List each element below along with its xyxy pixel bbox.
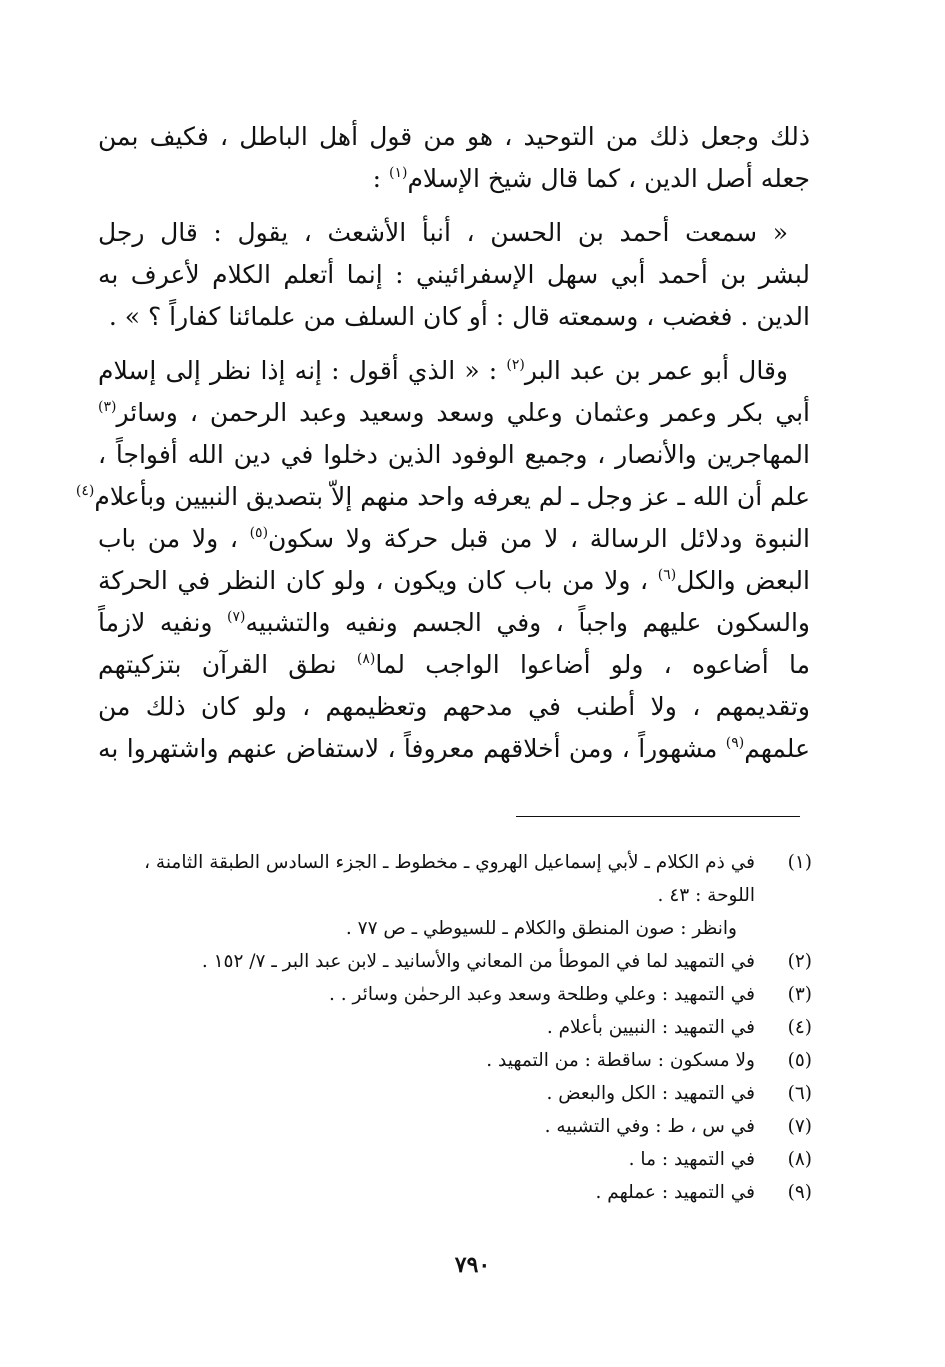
text-segment: علمهم [744, 734, 810, 763]
text-line: « سمعت أحمد بن الحسن ، أنبأ الأشعث ، يقول : قال رجل [98, 218, 788, 247]
main-text [75, 116, 810, 770]
text-segment: جعله أصل الدين ، كما قال شيخ الإسلام [407, 164, 810, 193]
text-segment: ، ولا من باب [98, 524, 250, 553]
text-segment: أبي بكر وعمر وعثمان وعلي وسعد وسعيد وعبد الرحمن ، وسائر [116, 398, 810, 427]
text-line [75, 476, 810, 518]
text-line: وتقديمهم ، ولا أطنب في مدحهم وتعظيمهم ، ولو كان ذلك من [98, 692, 810, 721]
footnote-item [100, 1044, 812, 1077]
text-segment: النبوة ودلائل الرسالة ، لا من قبل حركة ولا سكون [268, 524, 810, 553]
text-line [98, 560, 810, 602]
text-line: ذلك وجعل ذلك من التوحيد ، هو من قول أهل الباطل ، فكيف بمن [98, 122, 810, 151]
text-line [98, 158, 810, 200]
footnote-number: (٦) [787, 1083, 812, 1104]
paragraph-gap [98, 338, 810, 350]
footnote-ref: (١) [388, 165, 408, 181]
footnote-text: وانظر : صون المنطق والكلام ـ للسيوطي ـ ص ٧٧ . [345, 918, 737, 939]
footnote-ref: (٧) [227, 609, 246, 625]
footnote-item [100, 1176, 812, 1209]
footnote-text: في التمهيد : النبيين بأعلام . [546, 1017, 755, 1038]
footnote-text: في التمهيد : عملهم . [595, 1182, 755, 1203]
text-line [98, 392, 810, 434]
text-line: لبشر بن أحمد أبي سهل الإسفرائيني : إنما أتعلم الكلام لأعرف به [98, 260, 810, 289]
footnote-number: (١) [787, 852, 812, 873]
text-segment: مشهوراً ، ومن أخلاقهم معروفاً ، لاستفاض عنهم واشتهروا به [98, 734, 726, 763]
footnote-number: (٤) [787, 1017, 812, 1038]
footnote-text: في التمهيد : ما . [628, 1149, 755, 1170]
text-line: المهاجرين والأنصار ، وجميع الوفود الذين دخلوا في دين الله أفواجاً ، [98, 440, 810, 469]
text-segment: : « الذي أقول : إنه إذا نظر إلى إسلام [98, 356, 507, 385]
footnote-ref: (٨) [356, 651, 376, 667]
text-line [98, 518, 810, 560]
text-segment: البعض والكل [676, 566, 810, 595]
footnote-ref: (٥) [249, 525, 269, 541]
text-segment: ما أضاعوه ، ولو أضاعوا الواجب لما [375, 650, 810, 679]
footnote-item [100, 945, 812, 978]
footnote-number: (٢) [787, 951, 812, 972]
text-segment: ونفيه لازماً [98, 608, 228, 637]
footnote-ref: (٩) [725, 735, 745, 751]
text-segment: وقال أبو عمر بن عبد البر [524, 356, 788, 385]
footnote-number: (٧) [787, 1116, 812, 1137]
footnote-text: في التمهيد لما في الموطأ من المعاني والأسانيد ـ لابن عبد البر ـ ٧/ ١٥٢ . [201, 951, 755, 972]
footnote-separator [516, 816, 800, 817]
footnote-item [100, 978, 812, 1011]
footnote-item [100, 1110, 812, 1143]
footnote-ref: (٣) [98, 399, 117, 415]
text-segment: والسكون عليهم واجباً ، وفي الجسم ونفيه والتشبيه [245, 608, 810, 637]
footnote-number: (٩) [787, 1182, 812, 1203]
text-segment: علم أن الله ـ عز وجل ـ لم يعرفه واحد منهم إلاّ بتصديق النبيين وبأعلام [94, 482, 810, 511]
footnote-ref: (٢) [506, 357, 525, 373]
paragraph-gap [98, 200, 810, 212]
footnote-number: (٣) [787, 984, 812, 1005]
text-segment: : [372, 164, 389, 193]
footnote-item [100, 879, 812, 912]
footnote-text: في التمهيد : الكل والبعض . [546, 1083, 755, 1104]
footnote-number: (٨) [787, 1149, 812, 1170]
page-number: ٧٩٠ [454, 1252, 491, 1278]
text-line [98, 602, 810, 644]
footnote-text: ولا مسكون : ساقطة : من التمهيد . [486, 1050, 755, 1071]
footnote-ref: (٤) [75, 483, 95, 499]
text-segment: ، ولا من باب كان ويكون ، ولو كان النظر في الحركة [98, 566, 658, 595]
footnote-number: (٥) [787, 1050, 812, 1071]
footnotes [100, 846, 812, 1209]
footnote-item [100, 912, 812, 945]
footnote-text: في ذم الكلام ـ لأبي إسماعيل الهروي ـ مخطوط ـ الجزء السادس الطبقة الثامنة ، [144, 852, 755, 873]
text-line [98, 350, 810, 392]
text-line [98, 644, 810, 686]
text-line [98, 728, 810, 770]
footnote-text: في التمهيد : وعلي وطلحة وسعد وعبد الرحمٰن وسائر . . [328, 984, 755, 1005]
footnote-ref: (٦) [657, 567, 677, 583]
footnote-item [100, 1143, 812, 1176]
footnote-text: في س ، ط : وفي التشبيه . [544, 1116, 755, 1137]
footnote-text: اللوحة : ٤٣ . [657, 885, 755, 906]
text-segment: نطق القرآن بتزكيتهم [98, 650, 357, 679]
footnote-item [100, 1011, 812, 1044]
footnote-item [100, 846, 812, 879]
text-line: الدين . فغضب ، وسمعته قال : أو كان السلف من علمائنا كفاراً ؟ » . [108, 302, 810, 331]
footnote-item [100, 1077, 812, 1110]
